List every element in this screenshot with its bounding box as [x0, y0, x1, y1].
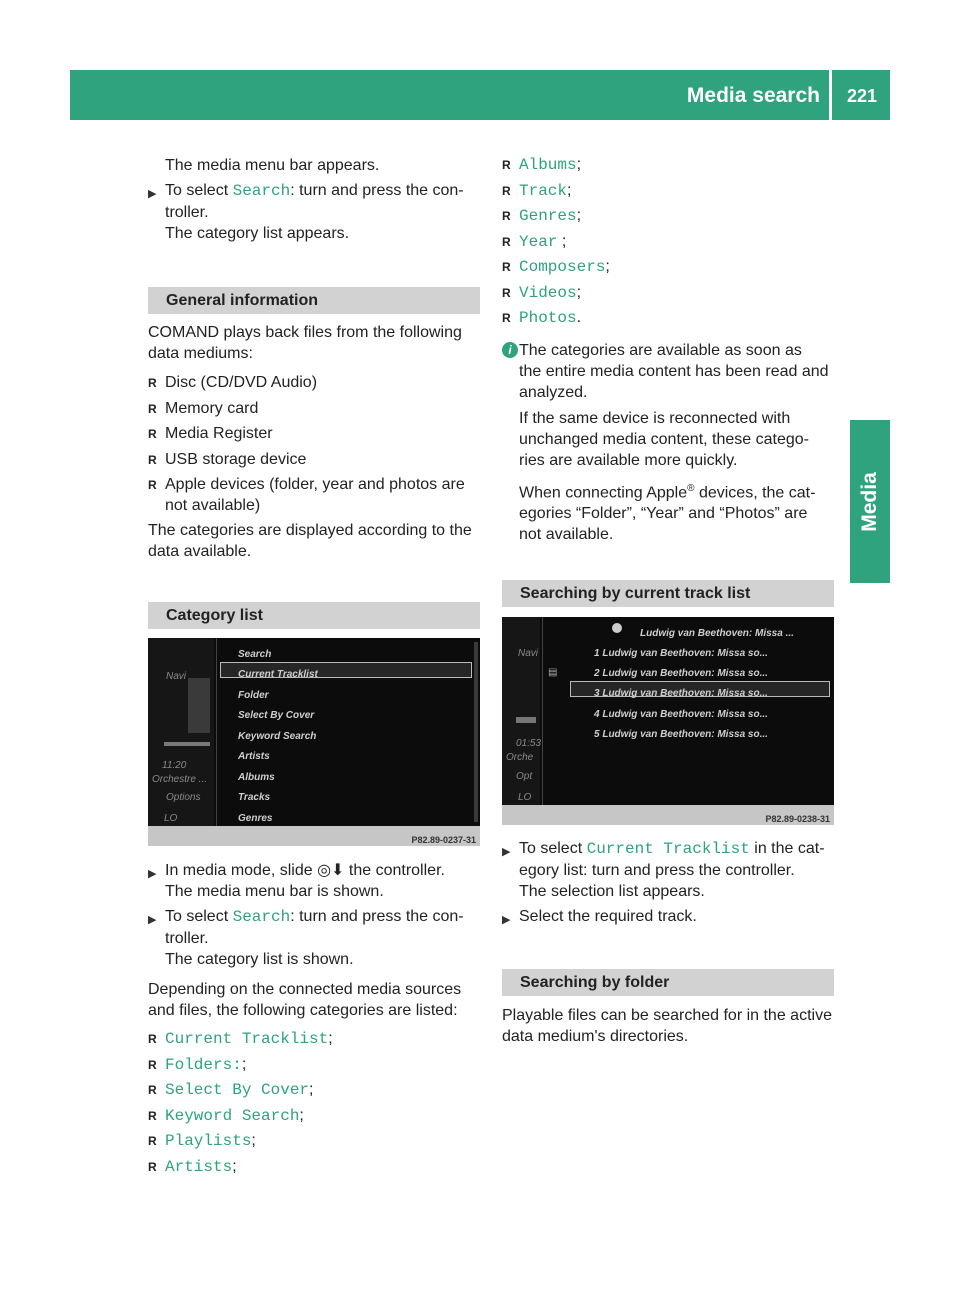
menu-item-tracks: Tracks — [238, 792, 271, 803]
info-note-3: When connecting Apple® devices, the cat- egories “Folder”, “Year” and “Photos” are not available. — [519, 483, 816, 544]
bullet-icon: R — [502, 209, 511, 223]
screen-scroll-knob — [188, 678, 210, 733]
chapter-tab — [850, 420, 890, 583]
media-list-item: R Media Register — [148, 423, 273, 444]
bullet-icon: R — [148, 1032, 157, 1046]
track-item: 1 Ludwig van Beethoven: Missa so... — [594, 648, 768, 659]
category-item: R Genres; — [502, 207, 582, 225]
category-item: R Playlists; — [148, 1132, 256, 1150]
depending-paragraph: Depending on the connected media sources and files, the following categories are listed: — [148, 981, 462, 1019]
progress-bar — [516, 717, 536, 723]
track-item: 2 Ludwig van Beethoven: Missa so... — [594, 668, 768, 679]
step-slide-controller: ▶ In media mode, slide ◎⬇ the controller. The media menu bar is shown. — [148, 862, 445, 900]
bullet-icon: R — [148, 478, 157, 492]
folder-icon: ▤ — [548, 667, 558, 678]
general-intro: COMAND plays back files from the following data mediums: — [148, 324, 462, 362]
chapter-tab-label: Media — [858, 471, 882, 532]
category-item: R Folders:; — [148, 1056, 247, 1074]
step-arrow-icon: ▶ — [502, 914, 511, 926]
category-list-screenshot: Navi 11:20 Orchestre ... Options LO Search Current Tracklist Folder Select By Cover Keyword Search Artists Albums Tracks Genres P82.89-0237-31 — [148, 638, 480, 846]
bullet-icon: R — [502, 184, 511, 198]
category-item: R Keyword Search; — [148, 1107, 304, 1125]
step-arrow-icon: ▶ — [148, 188, 157, 200]
media-list-item: R Memory card — [148, 398, 258, 419]
step-select-current-tracklist: ▶ To select Current Tracklist in the cat- egory list: turn and press the controller. The selection list appears. — [502, 840, 825, 900]
code-search: Search — [232, 182, 291, 200]
heading-searching-by-folder: Searching by folder — [502, 969, 834, 996]
categories-note: The categories are displayed according to the data available. — [148, 522, 472, 560]
media-bar-appears: The media menu bar appears. — [165, 157, 380, 174]
step-arrow-icon: ▶ — [502, 846, 511, 858]
menu-item-albums: Albums — [238, 772, 275, 783]
bullet-icon: R — [502, 286, 511, 300]
menu-item-artists: Artists — [238, 751, 270, 762]
media-list-item: R Disc (CD/DVD Audio) — [148, 372, 317, 393]
heading-category-list: Category list — [148, 602, 480, 629]
track-item-selected: 3 Ludwig van Beethoven: Missa so... — [594, 688, 768, 699]
screenshot-caption: P82.89-0238-31 — [502, 805, 834, 825]
page-number: 221 — [846, 86, 878, 106]
bullet-icon: R — [148, 1083, 157, 1097]
category-item: R Year ; — [502, 233, 567, 251]
screen-scrollbar — [474, 642, 478, 822]
step-select-search-1: ▶ To select Search: turn and press the con- troller. The category list appears. — [148, 182, 464, 242]
category-item: R Albums; — [502, 156, 582, 174]
menu-item-search: Search — [238, 649, 272, 660]
category-item: R Current Tracklist; — [148, 1030, 333, 1048]
bullet-icon: R — [148, 376, 157, 390]
heading-general-information: General information — [148, 287, 480, 314]
menu-item-folder: Folder — [238, 690, 269, 701]
folder-paragraph: Playable files can be searched for in the active data medium's directories. — [502, 1007, 832, 1045]
category-item: R Track; — [502, 182, 572, 200]
tracklist-header: Ludwig van Beethoven: Missa ... — [640, 628, 794, 639]
bullet-icon: R — [148, 453, 157, 467]
track-item: 4 Ludwig van Beethoven: Missa so... — [594, 709, 768, 720]
menu-item-current-tracklist: Current Tracklist — [238, 669, 318, 680]
bullet-icon: R — [502, 235, 511, 249]
step-arrow-icon: ▶ — [148, 914, 157, 926]
step-select-track: ▶ Select the required track. — [502, 906, 697, 927]
menu-item-genres: Genres — [238, 813, 273, 824]
right-column — [502, 0, 837, 1302]
menu-item-keyword-search: Keyword Search — [238, 731, 317, 742]
step-select-search-2: ▶ To select Search: turn and press the con- troller. The category list is shown. — [148, 908, 464, 968]
bullet-icon: R — [502, 260, 511, 274]
heading-current-track-list: Searching by current track list — [502, 580, 834, 607]
tracklist-screenshot: Navi 01:53 Orche Opt LO ▤ Ludwig van Beethoven: Missa ... 1 Ludwig van Beethoven: Missa so... 2 Ludwig van Beethoven: Missa so... 3 Ludwig van Beethoven: Missa so... 4 Ludwig van Beethoven: Missa so... 5 Ludwig van Beethoven: Missa so... P82.89-0238-31 — [502, 617, 834, 825]
code-current-tracklist: Current Tracklist — [586, 840, 750, 858]
bullet-icon: R — [502, 311, 511, 325]
category-item: R Videos; — [502, 284, 582, 302]
step-arrow-icon: ▶ — [148, 868, 157, 880]
info-note: i The categories are available as soon as the entire media content has been read and analyzed. — [502, 340, 829, 403]
bullet-icon: R — [148, 1160, 157, 1174]
category-item: R Photos. — [502, 309, 582, 327]
controller-icon: ◎⬇ — [317, 862, 345, 879]
media-list-item: R Apple devices (folder, year and photos are not available) — [148, 476, 465, 514]
bullet-icon: R — [148, 427, 157, 441]
category-item: R Select By Cover; — [148, 1081, 314, 1099]
media-list-item: R USB storage device — [148, 449, 306, 470]
menu-item-select-by-cover: Select By Cover — [238, 710, 315, 721]
bullet-icon: R — [148, 1134, 157, 1148]
info-icon: i — [502, 342, 518, 358]
bullet-icon: R — [502, 158, 511, 172]
bullet-icon: R — [148, 402, 157, 416]
category-item: R Composers; — [502, 258, 610, 276]
bullet-icon: R — [148, 1058, 157, 1072]
bullet-icon: R — [148, 1109, 157, 1123]
track-item: 5 Ludwig van Beethoven: Missa so... — [594, 729, 768, 740]
section-title: Media search — [686, 84, 820, 107]
left-column — [148, 0, 483, 1302]
screenshot-caption: P82.89-0237-31 — [148, 826, 480, 846]
code-search: Search — [232, 908, 291, 926]
info-note-2: If the same device is reconnected with unchanged media content, these catego- ries are available more quickly. — [519, 410, 809, 469]
category-item: R Artists; — [148, 1158, 237, 1176]
disc-icon — [612, 623, 622, 633]
progress-bar — [164, 742, 210, 746]
